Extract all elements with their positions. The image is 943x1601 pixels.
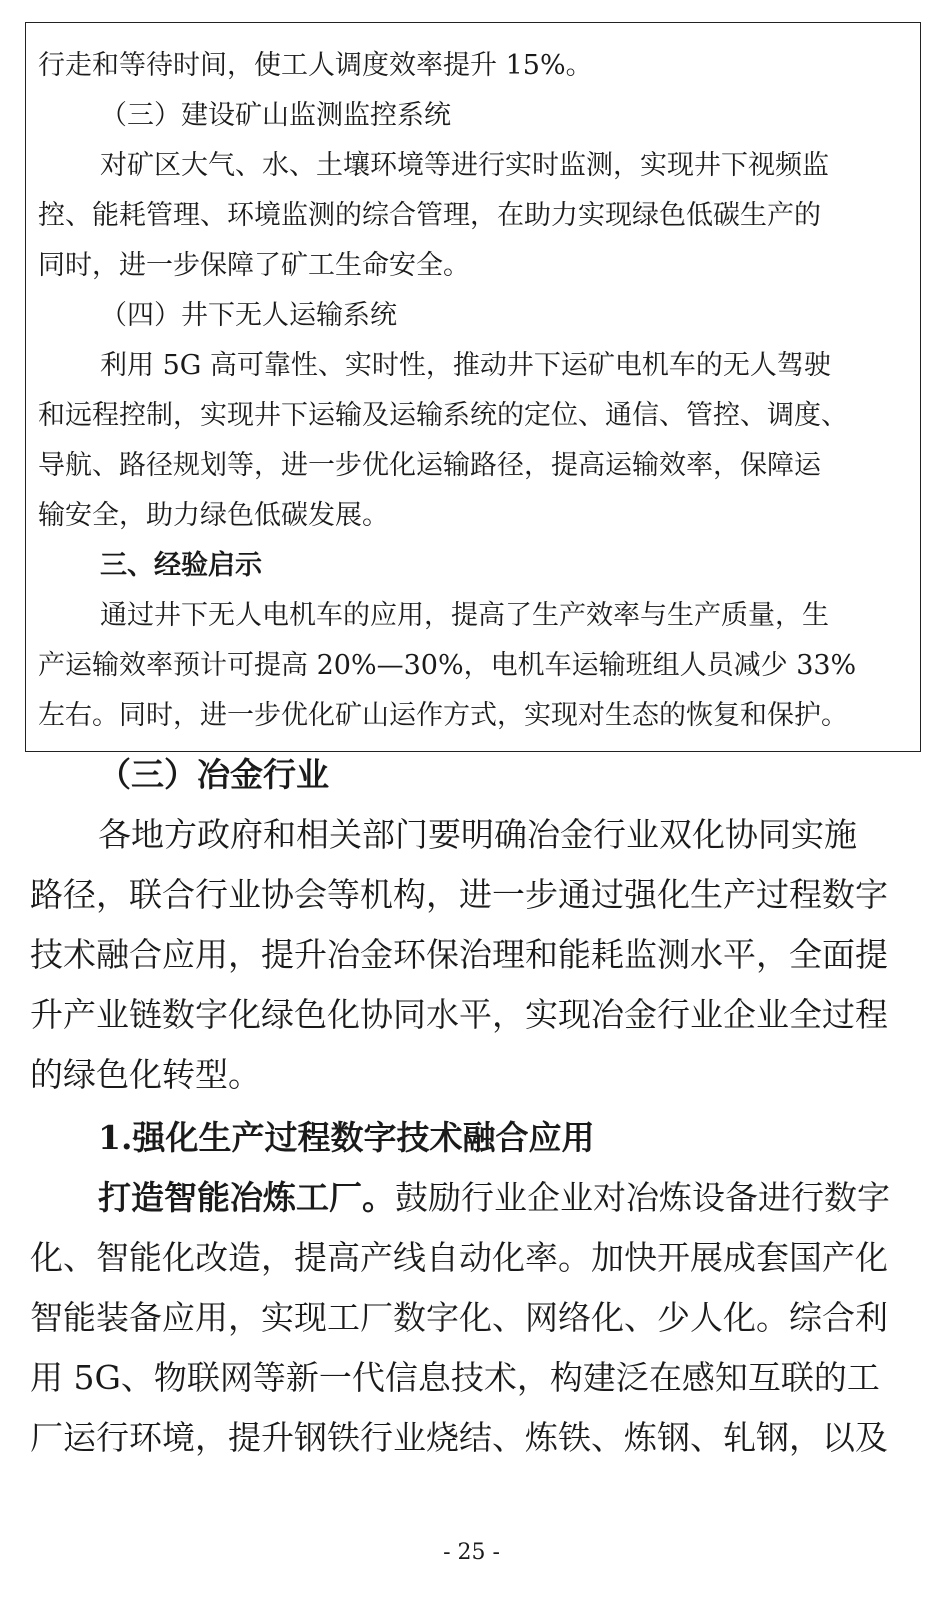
box-subheading: （四）井下无人运输系统 (100, 300, 397, 331)
subheading: 1.强化生产过程数字技术融合应用 (98, 1118, 595, 1157)
box-text-line: 左右。同时，进一步优化矿山运作方式，实现对生态的恢复和保护。 (38, 700, 848, 731)
paragraph-line: 各地方政府和相关部门要明确冶金行业双化协同实施 (98, 815, 857, 854)
page-number: - 25 - (443, 1540, 500, 1565)
box-subheading: （三）建设矿山监测监控系统 (100, 100, 451, 131)
section-heading: （三）冶金行业 (98, 755, 329, 794)
paragraph-lead-rest: 鼓励行业企业对冶炼设备进行数字 (395, 1178, 890, 1217)
box-text-line: 对矿区大气、水、土壤环境等进行实时监测，实现井下视频监 (100, 150, 829, 181)
box-text-line: 和远程控制，实现井下运输及运输系统的定位、通信、管控、调度、 (38, 400, 848, 431)
paragraph-line: 厂运行环境，提升钢铁行业烧结、炼铁、炼钢、轧钢，以及 (30, 1418, 888, 1457)
paragraph-line: 智能装备应用，实现工厂数字化、网络化、少人化。综合利 (30, 1298, 888, 1337)
paragraph-lead-bold: 打造智能冶炼工厂。 (98, 1178, 395, 1217)
box-text-line: 利用 5G 高可靠性、实时性，推动井下运矿电机车的无人驾驶 (100, 350, 831, 381)
paragraph-line (98, 1178, 890, 1218)
box-text-line: 导航、路径规划等，进一步优化运输路径，提高运输效率，保障运 (38, 450, 821, 481)
box-text-line: 同时，进一步保障了矿工生命安全。 (38, 250, 470, 281)
box-text-line: 控、能耗管理、环境监测的综合管理，在助力实现绿色低碳生产的 (38, 200, 821, 231)
paragraph-line: 升产业链数字化绿色化协同水平，实现冶金行业企业全过程 (30, 995, 888, 1034)
box-text-line: 通过井下无人电机车的应用，提高了生产效率与生产质量，生 (100, 600, 829, 631)
box-text-line: 行走和等待时间，使工人调度效率提升 15%。 (38, 50, 593, 81)
paragraph-line: 的绿色化转型。 (30, 1055, 261, 1094)
paragraph-line: 路径，联合行业协会等机构，进一步通过强化生产过程数字 (30, 875, 888, 914)
paragraph-line: 技术融合应用，提升冶金环保治理和能耗监测水平，全面提 (30, 935, 888, 974)
box-text-line: 输安全，助力绿色低碳发展。 (38, 500, 389, 531)
box-text-line: 产运输效率预计可提高 20%—30%，电机车运输班组人员减少 33% (38, 650, 857, 681)
paragraph-line: 化、智能化改造，提高产线自动化率。加快开展成套国产化 (30, 1238, 888, 1277)
box-section-heading: 三、经验启示 (100, 550, 262, 581)
paragraph-line: 用 5G、物联网等新一代信息技术，构建泛在感知互联的工 (30, 1358, 880, 1397)
